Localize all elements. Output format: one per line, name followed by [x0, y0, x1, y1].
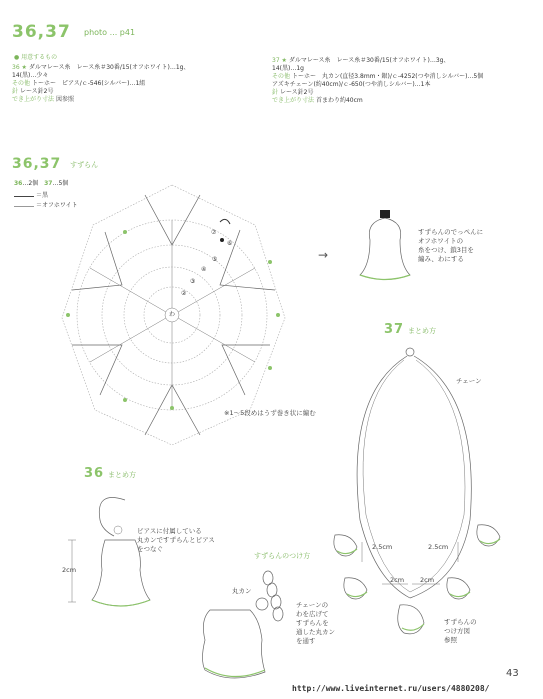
assembly36-title: まとめ方: [108, 471, 136, 479]
material-line: アズキチェーン(約40cm)/ｃ-650(つや消しシルバー)…1本: [272, 81, 431, 88]
pattern-number-title: 36,37: [12, 22, 71, 42]
chain-label: チェーン: [456, 377, 482, 385]
round-num-6: ⑥: [227, 240, 233, 247]
material-line: でき上がり寸法 首まわり約40cm: [272, 97, 363, 104]
assembly36-num: 36: [84, 466, 105, 481]
pattern-counts: 36…2個 37…5個: [14, 180, 69, 187]
legend-black-label: ＝黒: [36, 192, 49, 199]
bullet-icon: ●: [14, 54, 20, 61]
material-line: 14(黒)…1g: [272, 65, 304, 72]
legend-white-label: ＝オフホワイト: [36, 202, 78, 209]
attach-title: すずらんのつけ方: [254, 552, 311, 560]
ring-label-text: 丸カン: [232, 587, 252, 595]
ring-label: わ: [169, 311, 176, 318]
len-bottom-left: 2cm: [390, 576, 405, 584]
material-line: 37 ★ ダルマレース糸 レース糸＃30番/15(オフホワイト)…3g、: [272, 57, 450, 64]
pattern-section-number: 36,37: [12, 156, 62, 172]
round-num-3: ③: [190, 278, 196, 285]
round-num-7: ⑦: [211, 229, 217, 236]
len-right: 2.5cm: [428, 543, 449, 551]
photo-reference: photo ... p41: [84, 28, 136, 37]
material-line: その他 トーホー ピアス/ｃ-546(シルバー)…1組: [12, 80, 146, 87]
material-line: 針 レース針2号: [272, 89, 314, 96]
assembly37-note: すずらんの つけ方図 参照: [444, 618, 477, 644]
round-num-4: ④: [201, 266, 207, 273]
assembly37-title: まとめ方: [408, 327, 436, 335]
source-url: http://www.liveinternet.ru/users/4880208/: [292, 684, 490, 693]
necklace-illustration: [334, 348, 500, 634]
assembly36-note: ピアスに付属している 丸カンですずらんとピアス をつなぐ: [137, 527, 215, 553]
bell-note: すずらんのでっぺんに オフホワイトの 糸をつけ、鎖3目を 編み、わにする: [418, 228, 484, 263]
len-bottom-right: 2cm: [420, 576, 435, 584]
material-line: その他 トーホー 丸カン(直径3.8mm・銀)/ｃ-4252(つや消しシルバー)…5個: [272, 73, 484, 80]
attach-note: チェーンの わを広げて すずらんを 通した丸カン を通す: [296, 601, 335, 645]
material-line: 針 レース針2号: [12, 88, 54, 95]
round-num-5: ⑤: [212, 256, 218, 263]
bell-top-illustration: [360, 210, 410, 280]
pattern-section-name: すずらん: [70, 161, 99, 169]
earring-dimension: 2cm: [62, 566, 77, 574]
material-line: 14(黒)…少々: [12, 72, 49, 79]
page-number: 43: [506, 668, 519, 679]
len-left: 2.5cm: [372, 543, 393, 551]
assembly37-num: 37: [384, 322, 405, 337]
round-num-2: ②: [181, 290, 187, 297]
arrow-icon: →: [318, 248, 329, 262]
spiral-note: ※1～5段めはうず巻き状に編む: [224, 409, 316, 417]
materials-heading: ● 用意するもの: [14, 54, 58, 61]
material-line: 36 ★ ダルマレース糸 レース糸＃30番/15(オフホワイト)…1g、: [12, 64, 190, 71]
material-line: でき上がり寸法 図参照: [12, 96, 74, 103]
